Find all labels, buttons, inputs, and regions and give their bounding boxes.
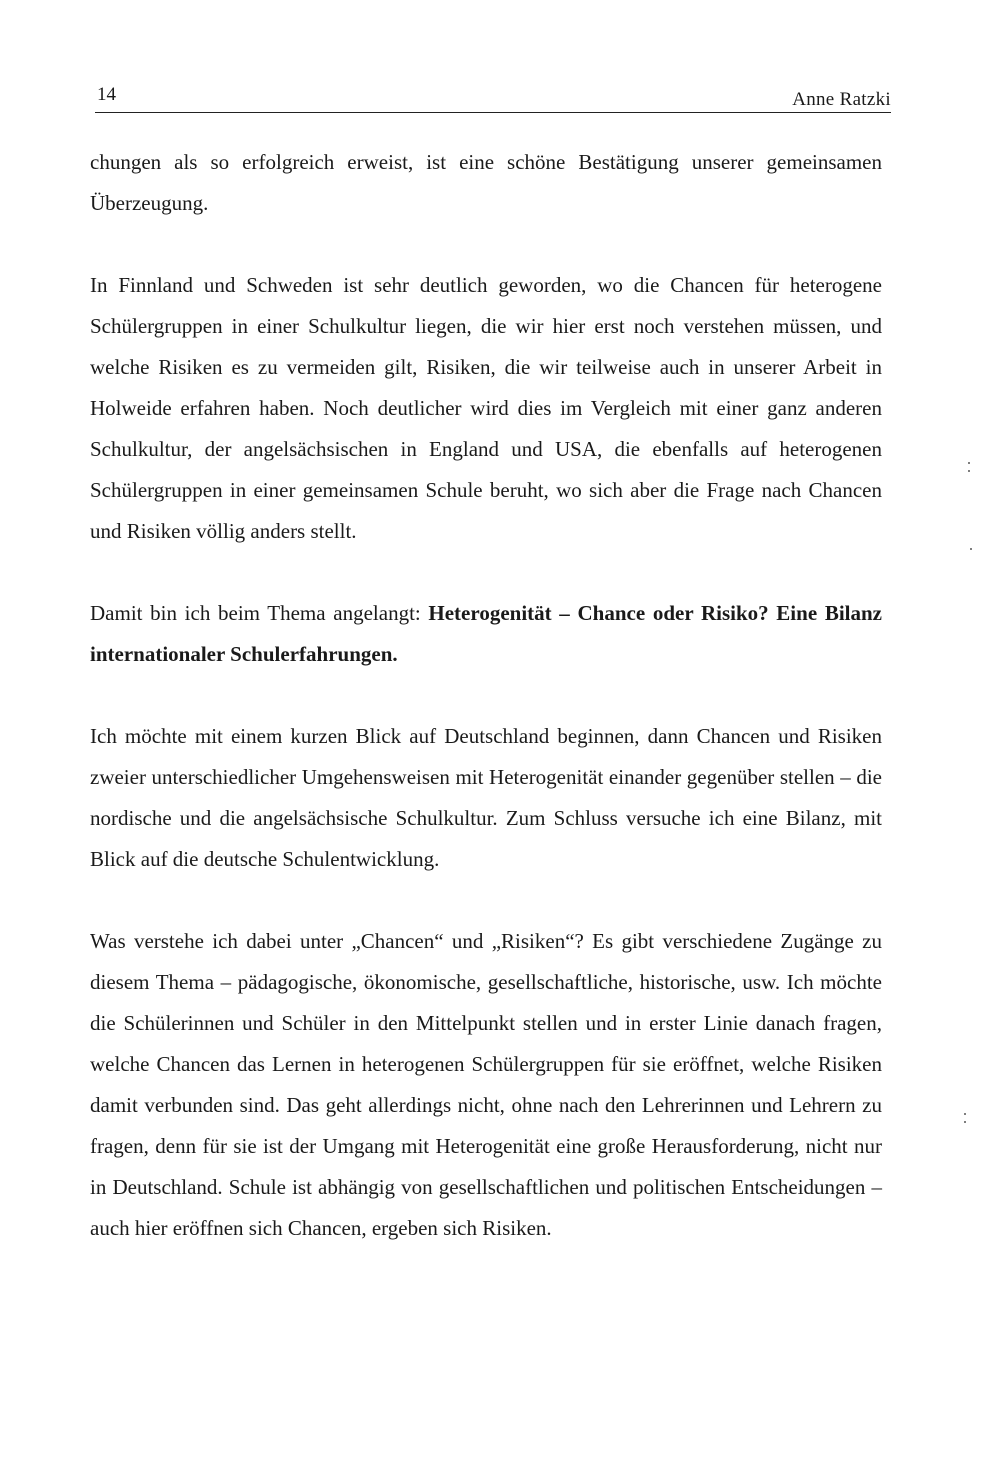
- topic-lead-text: Damit bin ich beim Thema angelangt:: [90, 601, 429, 625]
- paragraph-chances-risks: Was verstehe ich dabei unter „Chancen“ und „Risiken“? Es gibt verschiedene Zugänge zu diesem Thema – pädagogische, ökonomische, gesellschaftliche, historische, usw. Ich möchte die Schülerinnen und Schüler in den Mittelpunkt stellen und in erster Linie danach fragen, welche Chancen das Lernen in heterogenen Schülergruppen für sie eröffnet, welche Risiken damit verbunden sind. Das geht allerdings nicht, ohne nach den Lehrerinnen und Lehrern zu fragen, denn für sie ist der Umgang mit Heterogenität eine große Herausforderung, nicht nur in Deutschland. Schule ist abhängig von gesellschaftlichen und politischen Entscheidungen – auch hier eröffnen sich Chancen, ergeben sich Risiken.: [90, 929, 882, 1240]
- topic-title: Heterogenität – Chance oder Risiko? Eine Bilanz internationaler Schulerfahrungen.: [90, 601, 882, 666]
- paragraph-outline: Ich möchte mit einem kurzen Blick auf Deutschland beginnen, dann Chancen und Risiken zweier unterschiedlicher Umgehensweisen mit Heterogenität einander gegenüber stellen – die nordische und die angelsächsische Schulkultur. Zum Schluss versuche ich eine Bilanz, mit Blick auf die deutsche Schulentwicklung.: [90, 724, 882, 871]
- paragraph-finland-sweden: In Finnland und Schweden ist sehr deutlich geworden, wo die Chancen für heterogene Schülergruppen in einer Schulkultur liegen, die wir hier erst noch verstehen müssen, und welche Risiken es zu vermeiden gilt, Risiken, die wir teilweise auch in unserer Arbeit in Holweide erfahren haben. Noch deutlicher wird dies im Vergleich mit einer ganz anderen Schulkultur, der angelsächsischen in England und USA, die ebenfalls auf heterogenen Schülergruppen in einer gemeinsamen Schule beruht, wo sich aber die Frage nach Chancen und Risiken völlig anders stellt.: [90, 273, 882, 543]
- running-header: [95, 84, 891, 113]
- scan-speck: [968, 470, 970, 472]
- scan-speck: [968, 462, 970, 464]
- author-running-head: Anne Ratzki: [792, 89, 891, 110]
- paragraph-topic: [90, 593, 882, 675]
- scan-speck: [964, 1113, 966, 1115]
- page-number: 14: [97, 84, 116, 105]
- scan-speck: [970, 548, 972, 550]
- scan-speck: [964, 1121, 966, 1123]
- paragraph-continuation: chungen als so erfolgreich erweist, ist eine schöne Bestätigung unserer gemeinsamen Überzeugung.: [90, 150, 882, 215]
